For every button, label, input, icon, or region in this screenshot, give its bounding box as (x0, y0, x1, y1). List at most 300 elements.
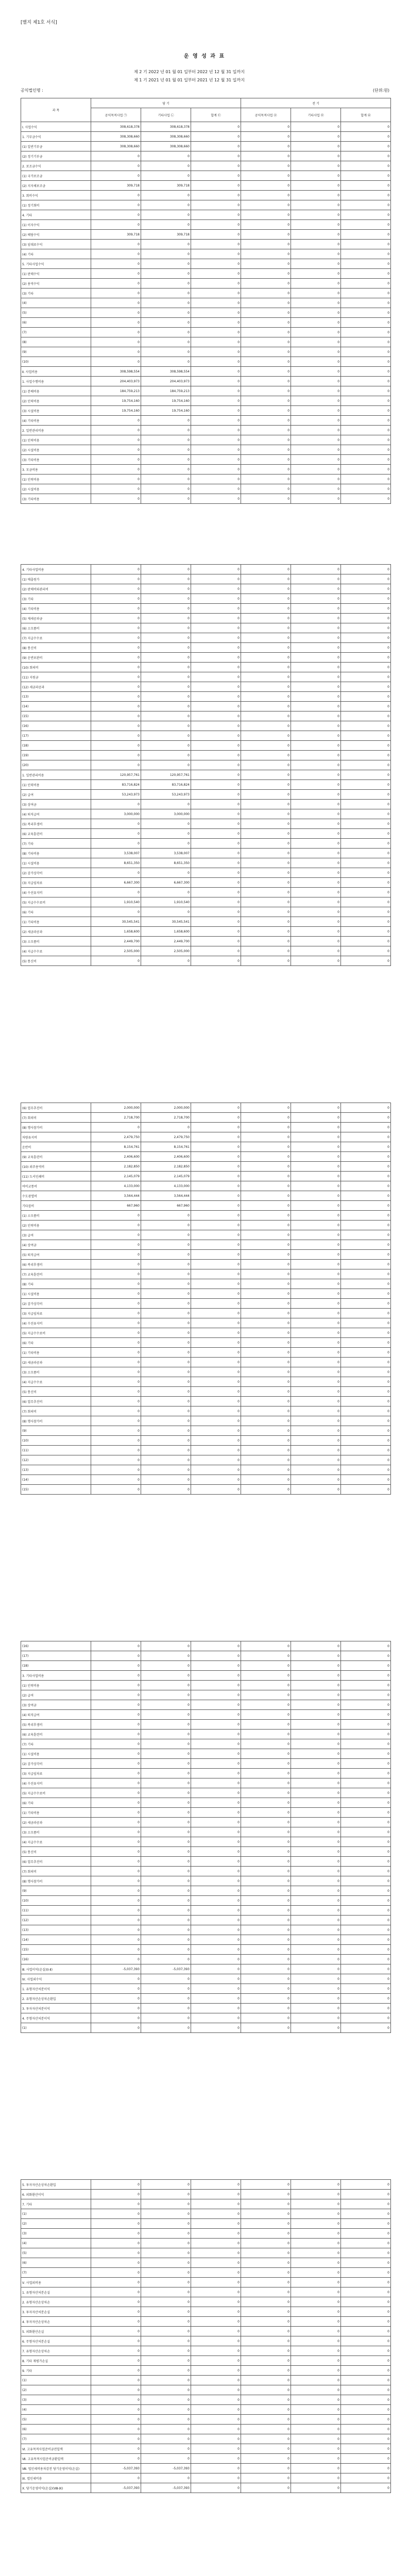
amount-cell: 0 (241, 741, 291, 751)
amount-cell: 0 (91, 1876, 141, 1886)
amount-cell: 0 (191, 1181, 241, 1191)
amount-cell: 0 (141, 1279, 191, 1289)
amount-cell: 0 (141, 416, 191, 426)
amount-cell: 0 (191, 2327, 241, 2336)
amount-cell: 0 (141, 1837, 191, 1847)
account-label: (1) 분배비용 (21, 386, 91, 396)
amount-cell: 0 (191, 897, 241, 907)
table-row (21, 2395, 391, 2405)
amount-cell: 0 (191, 269, 241, 279)
amount-cell: 0 (91, 819, 141, 829)
amount-cell: 0 (241, 839, 291, 849)
amount-cell: 0 (341, 416, 391, 426)
table-row (21, 1426, 391, 1436)
amount-cell: 0 (141, 220, 191, 230)
account-label: (2) 용역수익 (21, 279, 91, 289)
amount-cell: 0 (341, 1641, 391, 1651)
amount-cell: 0 (341, 1358, 391, 1367)
amount-cell: 0 (141, 1730, 191, 1739)
amount-cell: 0 (341, 2248, 391, 2258)
account-label: 2. 유형자산손상차손 (21, 2297, 91, 2307)
amount-cell: 0 (241, 1123, 291, 1132)
account-label: (3) 기타 (21, 594, 91, 604)
amount-cell: 0 (191, 1974, 241, 1984)
table-row (21, 2483, 391, 2493)
table-row (21, 1876, 391, 1886)
table-row (21, 1132, 391, 1142)
table-row (21, 1886, 391, 1896)
amount-cell: 0 (291, 2278, 341, 2287)
amount-cell: 0 (241, 191, 291, 200)
document-title: 운 영 성 과 표 (183, 54, 226, 59)
amount-cell: 0 (341, 2023, 391, 2033)
table-row (21, 171, 391, 181)
amount-cell: 0 (191, 614, 241, 623)
amount-cell: 0 (341, 2483, 391, 2493)
account-label: (13) (21, 1465, 91, 1475)
amount-cell: 0 (241, 2004, 291, 2013)
amount-cell: 0 (341, 396, 391, 406)
amount-cell: 0 (91, 1446, 141, 1455)
amount-cell: 0 (91, 829, 141, 839)
account-label: (7) 회의비 (21, 1113, 91, 1123)
amount-cell: 0 (91, 584, 141, 594)
account-label: 1. 일반관리비용 (21, 770, 91, 780)
amount-cell: 0 (191, 1436, 241, 1446)
amount-cell: 0 (241, 1906, 291, 1916)
table-row (21, 132, 391, 142)
table-row (21, 406, 391, 416)
amount-cell: 0 (91, 604, 141, 614)
amount-cell: 0 (141, 2473, 191, 2483)
amount-cell: 0 (191, 721, 241, 731)
amount-cell: 0 (141, 868, 191, 878)
table-row (21, 1749, 391, 1759)
amount-cell: 0 (141, 1739, 191, 1749)
amount-cell: 0 (141, 2278, 191, 2287)
amount-cell: 0 (241, 2356, 291, 2366)
amount-cell: 308,618,378 (141, 122, 191, 132)
amount-cell: 0 (91, 269, 141, 279)
amount-cell: 0 (91, 1739, 141, 1749)
amount-cell: 0 (241, 2483, 291, 2493)
table-row (21, 2239, 391, 2248)
amount-cell: 0 (91, 249, 141, 259)
account-label: (2) 감가상각비 (21, 1759, 91, 1769)
account-label: 4. 기타 (21, 210, 91, 220)
amount-cell: 83,716,824 (141, 780, 191, 790)
amount-cell: 0 (241, 1211, 291, 1221)
table-row (21, 711, 391, 721)
amount-cell: 0 (341, 1690, 391, 1700)
amount-cell: 0 (241, 721, 291, 731)
amount-cell: 0 (141, 1974, 191, 1984)
amount-cell: 0 (291, 298, 341, 308)
table-row (21, 1994, 391, 2004)
table-row (21, 318, 391, 328)
amount-cell: 0 (291, 780, 341, 790)
table-row (21, 917, 391, 927)
table-row (21, 328, 391, 337)
amount-cell: 0 (91, 1690, 141, 1700)
amount-cell: 0 (141, 1690, 191, 1700)
amount-cell: 3,564,444 (91, 1191, 141, 1201)
amount-cell: 0 (141, 1318, 191, 1328)
amount-cell: 0 (191, 171, 241, 181)
amount-cell: 0 (141, 1426, 191, 1436)
account-label: (5) 지급수수료비 (21, 897, 91, 907)
amount-cell: 0 (291, 1309, 341, 1318)
amount-cell: 0 (191, 829, 241, 839)
account-label: (12) (21, 1916, 91, 1925)
amount-cell: 0 (291, 2327, 341, 2336)
amount-cell: 2,406,600 (141, 1152, 191, 1162)
amount-cell: 0 (141, 1661, 191, 1671)
account-label: (10) 회의비 (21, 663, 91, 672)
amount-cell: 0 (341, 2199, 391, 2209)
amount-cell: 0 (91, 672, 141, 682)
amount-cell: 19,754,160 (91, 406, 141, 416)
amount-cell: 0 (241, 1690, 291, 1700)
account-label: 9. 기타 (21, 2366, 91, 2376)
amount-cell: 0 (191, 1132, 241, 1142)
amount-cell: 0 (191, 1641, 241, 1651)
amount-cell: 0 (241, 1348, 291, 1358)
amount-cell: 0 (141, 1406, 191, 1416)
amount-cell: 0 (191, 2425, 241, 2434)
table-row (21, 2415, 391, 2425)
amount-cell: 0 (241, 132, 291, 142)
amount-cell: 0 (91, 1318, 141, 1328)
account-label: (1) 인력비용 (21, 435, 91, 445)
account-label: 5. 기타사업수익 (21, 259, 91, 269)
amount-cell: 0 (341, 809, 391, 819)
amount-cell: 0 (291, 2199, 341, 2209)
amount-cell: 0 (91, 455, 141, 465)
amount-cell: 2,479,750 (91, 1132, 141, 1142)
amount-cell: 0 (241, 1916, 291, 1925)
amount-cell: 0 (91, 1759, 141, 1769)
amount-cell: 0 (91, 1436, 141, 1446)
account-label: (5) 통신비 (21, 1387, 91, 1397)
account-label: (2) 급여 (21, 1690, 91, 1700)
amount-cell: 0 (191, 1935, 241, 1945)
account-label: (8) 기타비용 (21, 849, 91, 858)
amount-cell: 0 (141, 1485, 191, 1495)
amount-cell: 0 (191, 2454, 241, 2464)
amount-cell: 0 (241, 142, 291, 151)
account-label: (3) 지급임차료 (21, 1309, 91, 1318)
account-label: (7) 교육훈련비 (21, 1269, 91, 1279)
table-row (21, 2307, 391, 2317)
amount-cell: 0 (291, 2473, 341, 2483)
amount-cell: 0 (241, 653, 291, 663)
amount-cell: 53,243,973 (141, 790, 191, 800)
amount-cell: 0 (241, 1730, 291, 1739)
amount-cell: 0 (291, 210, 341, 220)
amount-cell: 0 (341, 1436, 391, 1446)
amount-cell: 0 (141, 279, 191, 289)
amount-cell: 0 (291, 888, 341, 897)
amount-cell: 0 (291, 2356, 341, 2366)
amount-cell: 0 (91, 2013, 141, 2023)
amount-cell: 0 (191, 956, 241, 966)
amount-cell: 0 (141, 2268, 191, 2278)
amount-cell: 0 (291, 1211, 341, 1221)
table-row (21, 2278, 391, 2287)
amount-cell: 0 (341, 494, 391, 504)
amount-cell: 0 (341, 1886, 391, 1896)
amount-cell: 0 (91, 1945, 141, 1955)
account-label: (9) (21, 1426, 91, 1436)
table-row (21, 151, 391, 161)
amount-cell: 0 (141, 1857, 191, 1867)
amount-cell: 0 (91, 435, 141, 445)
amount-cell: 0 (241, 357, 291, 367)
amount-cell: 0 (241, 927, 291, 937)
amount-cell: 0 (191, 1964, 241, 1974)
amount-cell: 0 (341, 663, 391, 672)
account-label: (9) 교육훈련비 (21, 1152, 91, 1162)
table-row (21, 337, 391, 347)
statement-table-3 (21, 1103, 391, 1495)
table-row (21, 2190, 391, 2199)
amount-cell: 0 (191, 2004, 241, 2013)
account-label: (13) (21, 692, 91, 702)
amount-cell: 0 (291, 1827, 341, 1837)
account-label: (1) 시설비용 (21, 858, 91, 868)
amount-cell: 0 (291, 1837, 341, 1847)
amount-cell: 0 (291, 318, 341, 328)
account-label: 7. 유형자산손상차손 (21, 2346, 91, 2356)
amount-cell: 0 (91, 1730, 141, 1739)
table-row (21, 1465, 391, 1475)
account-label: (1) 기타비용 (21, 917, 91, 927)
amount-cell: 0 (241, 623, 291, 633)
amount-cell: 0 (141, 1769, 191, 1778)
amount-cell: 0 (91, 692, 141, 702)
amount-cell: 0 (241, 2405, 291, 2415)
table-row (21, 1964, 391, 1974)
table-row (21, 1181, 391, 1191)
amount-cell: 0 (241, 711, 291, 721)
table-row (21, 1827, 391, 1837)
amount-cell: 0 (191, 377, 241, 386)
table-row (21, 1279, 391, 1289)
amount-cell: 0 (341, 1700, 391, 1710)
amount-cell: 0 (341, 1798, 391, 1808)
account-label: (6) 기타 (21, 1338, 91, 1348)
amount-cell: 0 (341, 151, 391, 161)
table-row (21, 1651, 391, 1661)
amount-cell: 0 (341, 2190, 391, 2199)
amount-cell: 0 (291, 897, 341, 907)
amount-cell: 0 (241, 731, 291, 741)
amount-cell: 0 (291, 682, 341, 692)
amount-cell: 0 (241, 2229, 291, 2239)
amount-cell: 0 (141, 259, 191, 269)
account-label: (10) (21, 1436, 91, 1446)
amount-cell: 0 (141, 474, 191, 484)
account-label: (4) 상여금 (21, 1240, 91, 1250)
amount-cell: 0 (91, 337, 141, 347)
amount-cell: 0 (241, 1230, 291, 1240)
amount-cell: 0 (291, 1661, 341, 1671)
amount-cell: 0 (91, 1681, 141, 1690)
amount-cell: 0 (291, 1651, 341, 1661)
account-label: (5) 지급수수료비 (21, 1788, 91, 1798)
amount-cell: 0 (191, 2258, 241, 2268)
amount-cell: 0 (291, 2297, 341, 2307)
amount-cell: 0 (341, 672, 391, 682)
amount-cell: 0 (341, 2307, 391, 2317)
amount-cell: 0 (341, 249, 391, 259)
amount-cell: 0 (341, 200, 391, 210)
amount-cell: 0 (191, 230, 241, 240)
table-row (21, 927, 391, 937)
amount-cell: 0 (141, 1867, 191, 1876)
account-label: (5) 지급수수료비 (21, 1328, 91, 1338)
amount-cell: 0 (291, 584, 341, 594)
amount-cell: 0 (341, 1837, 391, 1847)
amount-cell: 0 (191, 643, 241, 653)
amount-cell: 0 (291, 741, 341, 751)
amount-cell: 3,564,444 (141, 1191, 191, 1201)
account-label: (3) 상여금 (21, 1700, 91, 1710)
account-label: (6) (21, 2258, 91, 2268)
amount-cell: 0 (191, 751, 241, 760)
table-row (21, 614, 391, 623)
amount-cell: 0 (191, 672, 241, 682)
amount-cell: 53,243,973 (91, 790, 141, 800)
amount-cell: 0 (91, 2239, 141, 2248)
amount-cell: 0 (291, 1348, 341, 1358)
amount-cell: 0 (241, 1132, 291, 1142)
account-label: 3. 투자자산처분이익 (21, 2004, 91, 2013)
amount-cell: 0 (141, 1798, 191, 1808)
amount-cell: 0 (141, 1250, 191, 1260)
amount-cell: 0 (91, 663, 141, 672)
table-row (21, 210, 391, 220)
amount-cell: 0 (191, 1857, 241, 1867)
amount-cell: 2,406,600 (91, 1152, 141, 1162)
table-row (21, 937, 391, 946)
amount-cell: 0 (341, 682, 391, 692)
amount-cell: 0 (91, 1886, 141, 1896)
amount-cell: 0 (191, 633, 241, 643)
account-label: (15) (21, 711, 91, 721)
amount-cell: 0 (91, 1221, 141, 1230)
table-row (21, 1778, 391, 1788)
amount-cell: 308,308,660 (91, 142, 141, 151)
table-row (21, 1387, 391, 1397)
amount-cell: 0 (291, 770, 341, 780)
amount-cell: 0 (191, 1916, 241, 1925)
amount-cell: 0 (191, 298, 241, 308)
amount-cell: 0 (191, 2180, 241, 2190)
amount-cell: 0 (141, 151, 191, 161)
table-row (21, 1269, 391, 1279)
account-label: (12) (21, 1455, 91, 1465)
amount-cell: 0 (191, 249, 241, 259)
amount-cell: 0 (341, 1240, 391, 1250)
amount-cell: 0 (291, 1289, 341, 1299)
amount-cell: 309,718 (141, 230, 191, 240)
account-label: Ⅴ. 사업외비용 (21, 2278, 91, 2287)
amount-cell: 0 (91, 2180, 141, 2190)
amount-cell: 0 (91, 1348, 141, 1358)
amount-cell: 0 (191, 191, 241, 200)
amount-cell: 0 (141, 1387, 191, 1397)
table-row (21, 2464, 391, 2473)
amount-cell: 0 (191, 1221, 241, 1230)
amount-cell: 0 (341, 956, 391, 966)
amount-cell: 0 (141, 2180, 191, 2190)
amount-cell: 0 (341, 1808, 391, 1818)
amount-cell: 0 (141, 1358, 191, 1367)
amount-cell: 0 (91, 298, 141, 308)
amount-cell: 0 (341, 1749, 391, 1759)
amount-cell: 0 (91, 259, 141, 269)
amount-cell: 0 (191, 1191, 241, 1201)
amount-cell: 0 (291, 1426, 341, 1436)
amount-cell: 0 (341, 888, 391, 897)
amount-cell: 0 (291, 2004, 341, 2013)
amount-cell: 0 (291, 2190, 341, 2199)
amount-cell: 0 (141, 2454, 191, 2464)
amount-cell: 0 (341, 1661, 391, 1671)
amount-cell: 0 (191, 396, 241, 406)
table-row (21, 741, 391, 751)
amount-cell: 0 (241, 897, 291, 907)
amount-cell: 30,545,541 (141, 917, 191, 927)
amount-cell: 0 (141, 1700, 191, 1710)
table-row (21, 2258, 391, 2268)
account-label: (11) (21, 1906, 91, 1916)
amount-cell: 0 (341, 1338, 391, 1348)
amount-cell: 0 (241, 809, 291, 819)
amount-cell: 0 (241, 2199, 291, 2209)
amount-cell: 0 (341, 741, 391, 751)
amount-cell: 0 (291, 2366, 341, 2376)
amount-cell: 308,598,554 (141, 367, 191, 377)
amount-cell: 0 (191, 2473, 241, 2483)
amount-cell: 0 (341, 191, 391, 200)
amount-cell: 0 (291, 2209, 341, 2219)
account-label: 차량유지비 (21, 1132, 91, 1142)
amount-cell: 0 (341, 839, 391, 849)
amount-cell: 0 (341, 2395, 391, 2405)
account-label: (13) (21, 1925, 91, 1935)
amount-cell: 0 (341, 1142, 391, 1152)
amount-cell: 0 (141, 1397, 191, 1406)
amount-cell: 0 (141, 1896, 191, 1906)
amount-cell: 0 (291, 220, 341, 230)
table-row (21, 396, 391, 406)
amount-cell: 0 (91, 1426, 141, 1436)
amount-cell: 0 (241, 377, 291, 386)
amount-cell: 0 (141, 2239, 191, 2248)
amount-cell: 0 (341, 633, 391, 643)
amount-cell: 0 (291, 386, 341, 396)
amount-cell: 2,000,000 (141, 1103, 191, 1113)
amount-cell: 0 (341, 1955, 391, 1964)
amount-cell: 2,505,000 (141, 946, 191, 956)
table-row (21, 2229, 391, 2239)
amount-cell: 0 (141, 653, 191, 663)
amount-cell: 0 (241, 210, 291, 220)
amount-cell: 0 (291, 1730, 341, 1739)
